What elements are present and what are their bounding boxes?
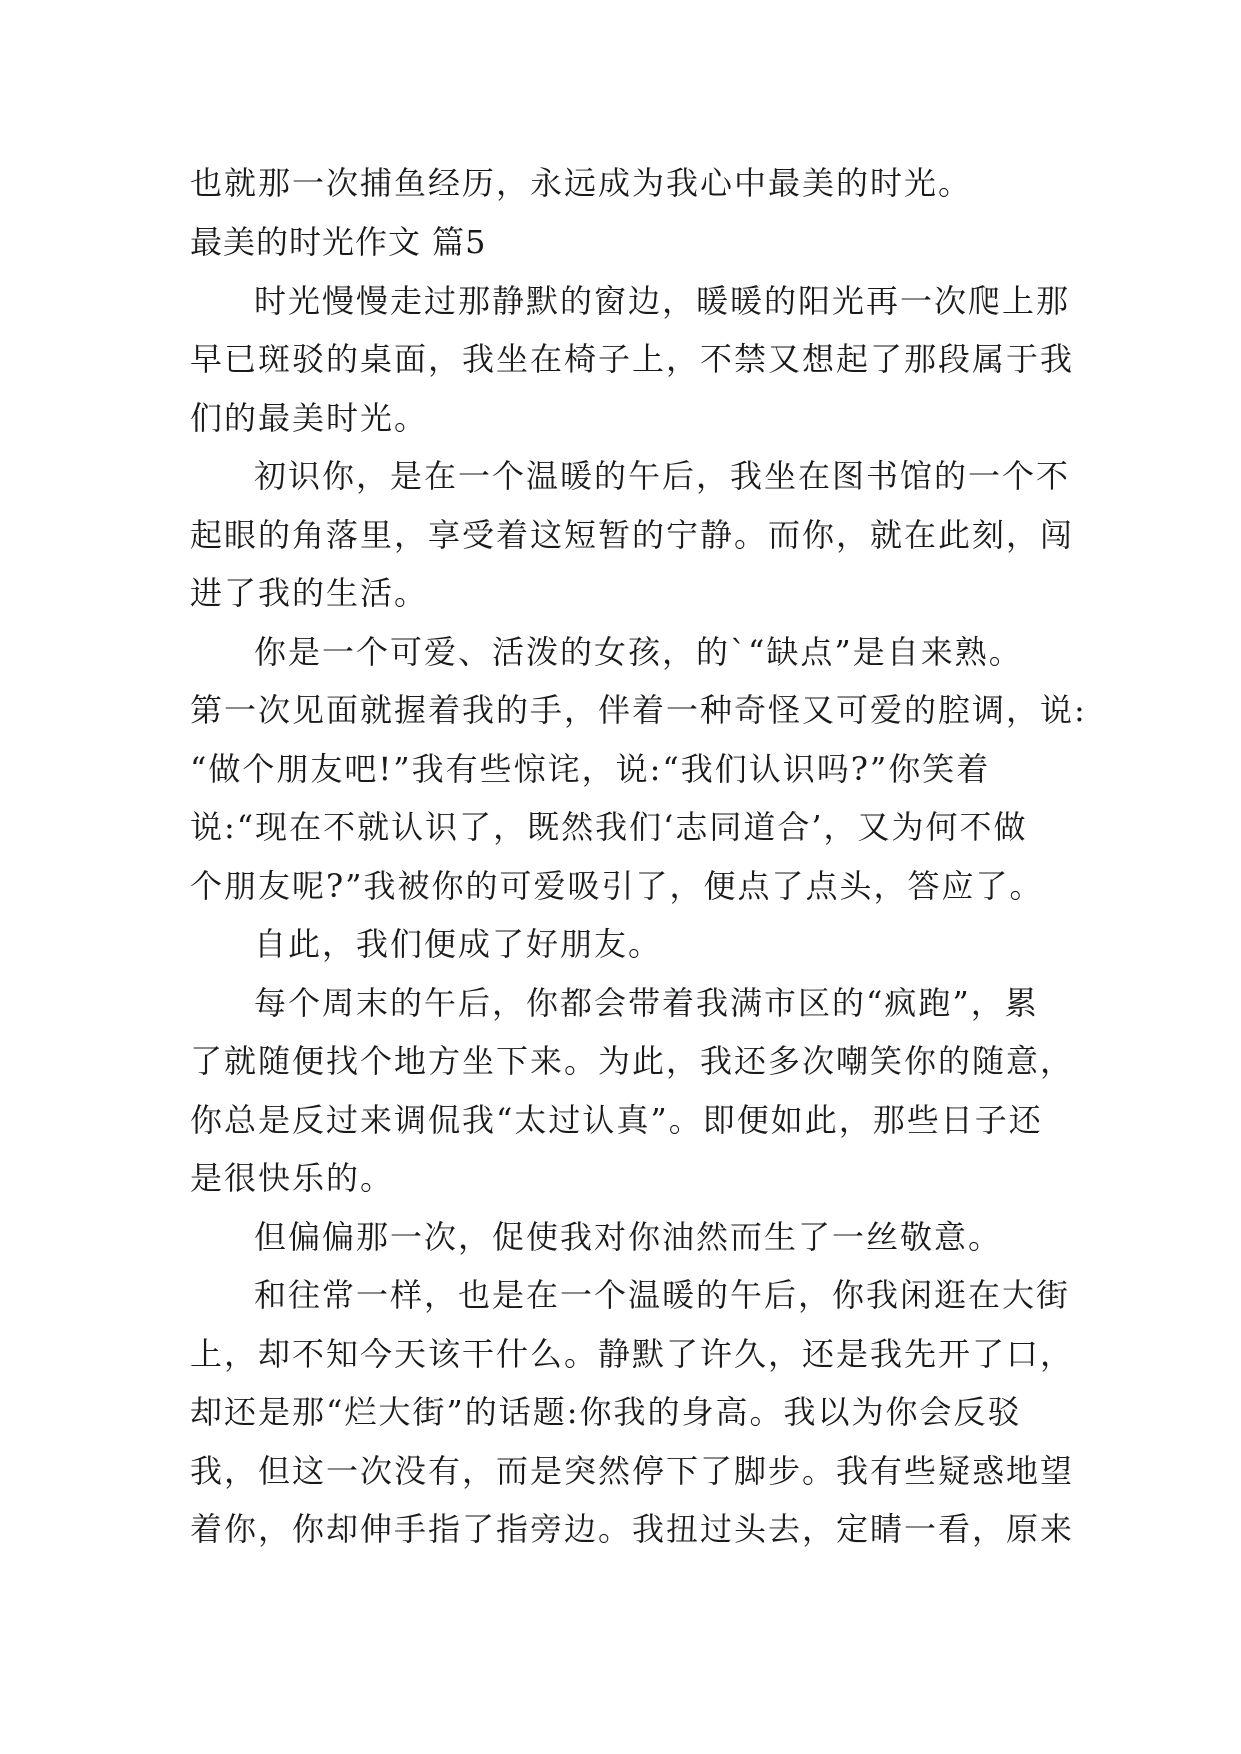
paragraph-line: 但偏偏那一次，促使我对你油然而生了一丝敬意。 [254, 1218, 1003, 1256]
paragraph-line: 上，却不知今天该干什么。静默了许久，还是我先开了口， [190, 1335, 1075, 1373]
paragraph-line: 是很快乐的。 [190, 1159, 395, 1197]
text-line: 也就那一次捕鱼经历，永远成为我心中最美的时光。 [190, 164, 973, 202]
paragraph-line: “做个朋友吧!”我有些惊诧，说:“我们认识吗?”你笑着 [190, 750, 991, 788]
paragraph-line: 我，但这一次没有，而是突然停下了脚步。我有些疑惑地望 [190, 1452, 1075, 1490]
paragraph-line: 个朋友呢?”我被你的可爱吸引了，便点了点头，答应了。 [190, 867, 1044, 905]
paragraph-line: 每个周末的午后，你都会带着我满市区的“疯跑”，累 [254, 984, 1039, 1022]
paragraph-line: 说:“现在不就认识了，既然我们‘志同道合’，又为何不做 [190, 808, 1028, 846]
paragraph-line: 却还是那“烂大街”的话题:你我的身高。我以为你会反驳 [190, 1393, 1022, 1431]
paragraph-line: 早已斑驳的桌面，我坐在椅子上，不禁又想起了那段属于我 [190, 340, 1075, 378]
paragraph-line: 初识你，是在一个温暖的午后，我坐在图书馆的一个不 [254, 457, 1071, 495]
paragraph-line: 了就随便找个地方坐下来。为此，我还多次嘲笑你的随意， [190, 1042, 1075, 1080]
paragraph-line: 和往常一样，也是在一个温暖的午后，你我闲逛在大街 [254, 1276, 1071, 1314]
paragraph-line: 们的最美时光。 [190, 399, 429, 437]
paragraph-line: 自此，我们便成了好朋友。 [254, 925, 663, 963]
section-heading: 最美的时光作文 篇5 [190, 223, 487, 261]
paragraph-line: 起眼的角落里，享受着这短暂的宁静。而你，就在此刻，闯 [190, 516, 1075, 554]
paragraph-line: 你总是反过来调侃我“太过认真”。即便如此，那些日子还 [190, 1101, 1043, 1139]
paragraph-line: 第一次见面就握着我的手，伴着一种奇怪又可爱的腔调，说: [190, 691, 1087, 729]
paragraph-line: 进了我的生活。 [190, 574, 429, 612]
paragraph-line: 着你，你却伸手指了指旁边。我扭过头去，定睛一看，原来 [190, 1510, 1075, 1548]
paragraph-line: 时光慢慢走过那静默的窗边，暖暖的阳光再一次爬上那 [254, 282, 1071, 320]
paragraph-line: 你是一个可爱、活泼的女孩，的`“缺点”是自来熟。 [254, 633, 1023, 671]
